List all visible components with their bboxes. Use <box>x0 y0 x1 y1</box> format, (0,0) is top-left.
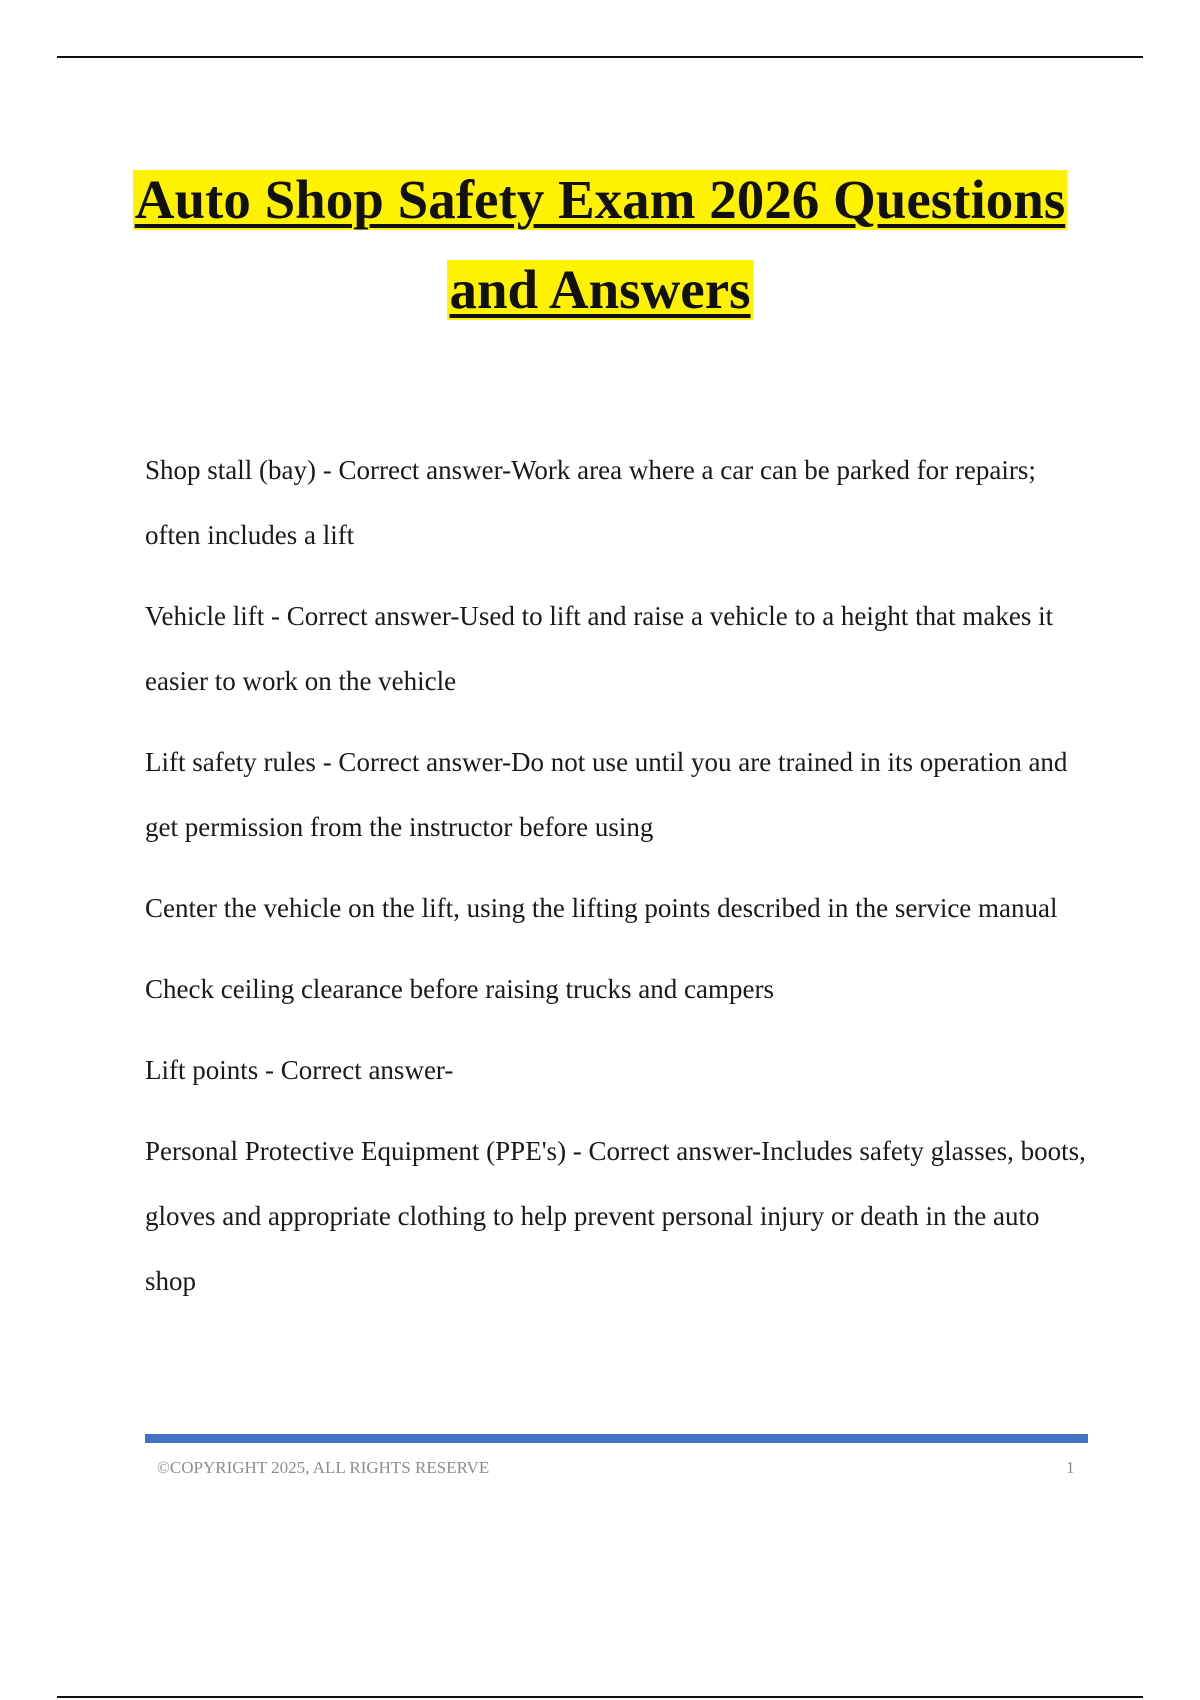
qa-entry-vehicle-lift: Vehicle lift - Correct answer-Used to lift and raise a vehicle to a height that makes it easier to work on the vehicle <box>145 601 1054 696</box>
qa-entry-shop-stall: Shop stall (bay) - Correct answer-Work area where a car can be parked for repairs; often includes a lift <box>145 455 1036 550</box>
footer-page-number: 1 <box>1066 1458 1075 1477</box>
top-rule <box>57 56 1143 58</box>
title-line-2: and Answers <box>449 259 751 320</box>
qa-list <box>145 438 1095 1330</box>
footer-bar <box>145 1434 1088 1443</box>
qa-entry-lift-safety-rules: Lift safety rules - Correct answer-Do not use until you are trained in its operation and get permission from the instructor before using <box>145 747 1068 842</box>
qa-entry-lift-points: Lift points - Correct answer- <box>145 1055 454 1085</box>
qa-entry-ceiling-clearance: Check ceiling clearance before raising trucks and campers <box>145 974 774 1004</box>
title-line-1: Auto Shop Safety Exam 2026 Questions <box>134 169 1066 230</box>
qa-entry-center-vehicle: Center the vehicle on the lift, using the lifting points described in the service manual <box>145 893 1058 923</box>
qa-entry-ppe: Personal Protective Equipment (PPE's) - Correct answer-Includes safety glasses, boots, gloves and appropriate clothing to help prevent personal injury or death in the auto shop <box>145 1136 1086 1296</box>
footer-copyright: ©COPYRIGHT 2025, ALL RIGHTS RESERVE <box>157 1458 490 1477</box>
bottom-rule <box>57 1696 1143 1698</box>
